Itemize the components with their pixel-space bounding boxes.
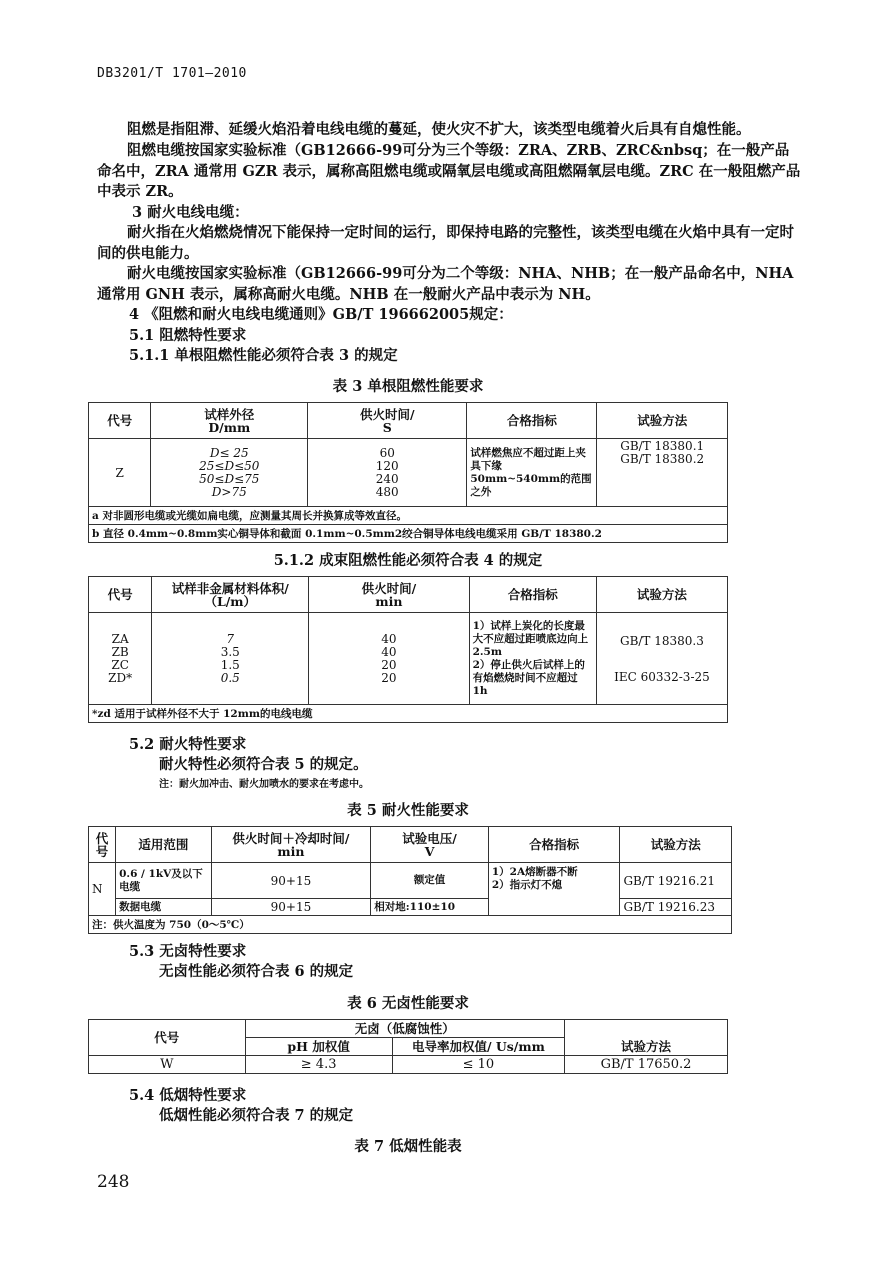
time-value: 120 (375, 458, 399, 473)
table-5-caption: 表 5 耐火性能要求 (347, 802, 469, 819)
item-3-heading: 3 耐火电线电缆： (132, 204, 249, 221)
time-value: 40 (381, 644, 397, 659)
table-6-caption: 表 6 无卤性能要求 (347, 995, 469, 1012)
table-header: 供火时间＋冷却时间/ min (211, 827, 371, 863)
volume-value: 0.5 (220, 670, 240, 685)
table-header: 合格指标 (469, 577, 596, 613)
table-cell: GB/T 19216.23 (620, 899, 732, 916)
table-6 (88, 1019, 728, 1074)
time-value: 40 (381, 631, 397, 646)
table-header: 适用范围 (116, 827, 211, 863)
table-cell: 1）2A熔断器不断 2）指示灯不熄 (488, 863, 620, 916)
table-header: 代号 (89, 1020, 246, 1056)
section-5-2-note: 注：耐火加冲击、耐火加喷水的要求在考虑中。 (159, 779, 369, 790)
table-note: a 对非圆形电缆或光缆如扁电缆，应测量其周长并换算成等效直径。 (89, 507, 728, 525)
table-note: *zd 适用于试样外径不大于 12mm的电线电缆 (89, 705, 728, 723)
table-header: 代号 (89, 403, 151, 439)
table-cell: W (89, 1056, 246, 1074)
table-cell (152, 613, 309, 705)
table-cell (151, 439, 308, 507)
diameter-value: D>75 (211, 484, 247, 499)
table-4 (88, 576, 728, 723)
table-header: 代号 (89, 577, 152, 613)
para-fire-resistant-definition: 耐火指在火焰燃烧情况下能保持一定时间的运行，即保持电路的完整性，该类型电缆在火焰中具有一定时间的供电能力。 (97, 224, 794, 262)
code-value: ZA (111, 631, 129, 646)
table-cell: 90+15 (211, 863, 371, 899)
diameter-value: 25≤D≤50 (199, 458, 260, 473)
table-cell: ≤ 10 (392, 1056, 564, 1074)
para-flame-retardant-grades: 阻燃电缆按国家实验标准（GB12666-99可分为三个等级：ZRA、ZRB、ZRC&nbsq；在一般产品命名中，ZRA 通常用 GZR 表示，属称高阻燃电缆或隔氧层电缆或高阻燃隔氧层电缆。ZRC 在一般阻燃产品中表示 ZR。 (97, 142, 801, 200)
table-cell (596, 613, 727, 705)
time-value: 20 (381, 670, 397, 685)
table-cell (597, 439, 728, 507)
code-value: ZB (111, 644, 129, 659)
section-5-4-text: 低烟性能必须符合表 7 的规定 (159, 1107, 354, 1124)
diameter-value: 50≤D≤75 (199, 471, 260, 486)
code-value: ZC (111, 657, 129, 672)
time-value: 20 (381, 657, 397, 672)
section-5-4-heading: 5.4 低烟特性要求 (129, 1087, 247, 1104)
volume-value: 3.5 (220, 644, 240, 659)
method-value: GB/T 18380.1 (620, 439, 705, 453)
section-5-1-1-heading: 5.1.1 单根阻燃性能必须符合表 3 的规定 (129, 347, 398, 364)
table-header: 试验方法 (620, 827, 732, 863)
table-cell: 90+15 (211, 899, 371, 916)
section-5-2-text: 耐火特性必须符合表 5 的规定。 (159, 756, 368, 773)
table-3-caption: 表 3 单根阻燃性能要求 (332, 378, 484, 395)
page-number: 248 (97, 1172, 130, 1192)
table-cell: 0.6 / 1kV及以下电缆 (116, 863, 211, 899)
section-5-2-heading: 5.2 耐火特性要求 (129, 736, 247, 753)
volume-value: 7 (226, 631, 235, 646)
table-note: b 直径 0.4mm~0.8mm实心铜导体和截面 0.1mm~0.5mm2绞合铜导体电线电缆采用 GB/T 18380.2 (89, 525, 728, 543)
table-cell: 数据电缆 (116, 899, 211, 916)
method-value: GB/T 18380.2 (620, 452, 705, 466)
table-header: 试验方法 (596, 577, 727, 613)
section-5-1-heading: 5.1 阻燃特性要求 (129, 327, 247, 344)
document-header: DB3201/T 1701—2010 (97, 66, 247, 81)
table-header: pH 加权值 (245, 1038, 392, 1056)
table-cell: 1）试样上炭化的长度最大不应超过距喷底边向上 2.5m 2）停止供火后试样上的有焰燃烧时间不应超过 1h (469, 613, 596, 705)
table-header: 代 号 (89, 827, 116, 863)
table-header: 试验方法 (565, 1020, 728, 1056)
table-header: 试样外径 D/mm (151, 403, 308, 439)
table-header: 合格指标 (488, 827, 620, 863)
table-cell (309, 613, 469, 705)
table-header: 无卤（低腐蚀性） (245, 1020, 565, 1038)
table-header: 试验电压/ V (371, 827, 489, 863)
method-value: IEC 60332-3-25 (614, 669, 710, 684)
para-fire-resistant-grades: 耐火电缆按国家实验标准（GB12666-99可分为二个等级：NHA、NHB；在一般产品命名中，NHA 通常用 GNH 表示，属称高耐火电缆。NHB 在一般耐火产品中表示为 NH。 (97, 265, 794, 303)
time-value: 240 (375, 471, 399, 486)
time-value: 60 (379, 445, 395, 460)
table-header: 供火时间/ S (308, 403, 467, 439)
time-value: 480 (375, 484, 399, 499)
table-5 (88, 826, 732, 934)
table-cell: Z (89, 439, 151, 507)
table-cell: GB/T 17650.2 (565, 1056, 728, 1074)
section-5-3-heading: 5.3 无卤特性要求 (129, 943, 247, 960)
table-cell (89, 613, 152, 705)
para-flame-retardant-definition: 阻燃是指阻滞、延缓火焰沿着电线电缆的蔓延，使火灾不扩大，该类型电缆着火后具有自熄性能。 (127, 121, 751, 138)
table-header: 合格指标 (467, 403, 597, 439)
table-cell: ≥ 4.3 (245, 1056, 392, 1074)
table-cell (308, 439, 467, 507)
table-cell: 额定值 (371, 863, 489, 899)
diameter-value: D≤ 25 (209, 445, 249, 460)
code-value: ZD* (108, 670, 133, 685)
table-cell: 试样燃焦应不超过距上夹具下缘 50mm~540mm的范围之外 (467, 439, 597, 507)
table-cell: 相对地:110±10 (371, 899, 489, 916)
table-header: 试样非金属材料体积/ （L/m） (152, 577, 309, 613)
table-cell: N (89, 863, 116, 916)
method-value: GB/T 18380.3 (619, 633, 704, 648)
table-cell: GB/T 19216.21 (620, 863, 732, 899)
item-4-heading: 4 《阻燃和耐火电线电缆通则》GB/T 196662005规定： (129, 306, 513, 323)
table-3 (88, 402, 728, 543)
table-note: 注：供火温度为 750（0～5℃） (89, 916, 732, 934)
table-7-caption: 表 7 低烟性能表 (354, 1138, 462, 1155)
table-header: 电导率加权值/ Us/mm (392, 1038, 564, 1056)
section-5-3-text: 无卤性能必须符合表 6 的规定 (159, 963, 354, 980)
table-header: 试验方法 (597, 403, 728, 439)
volume-value: 1.5 (220, 657, 240, 672)
section-5-1-2-heading: 5.1.2 成束阻燃性能必须符合表 4 的规定 (273, 552, 543, 569)
table-header: 供火时间/ min (309, 577, 469, 613)
